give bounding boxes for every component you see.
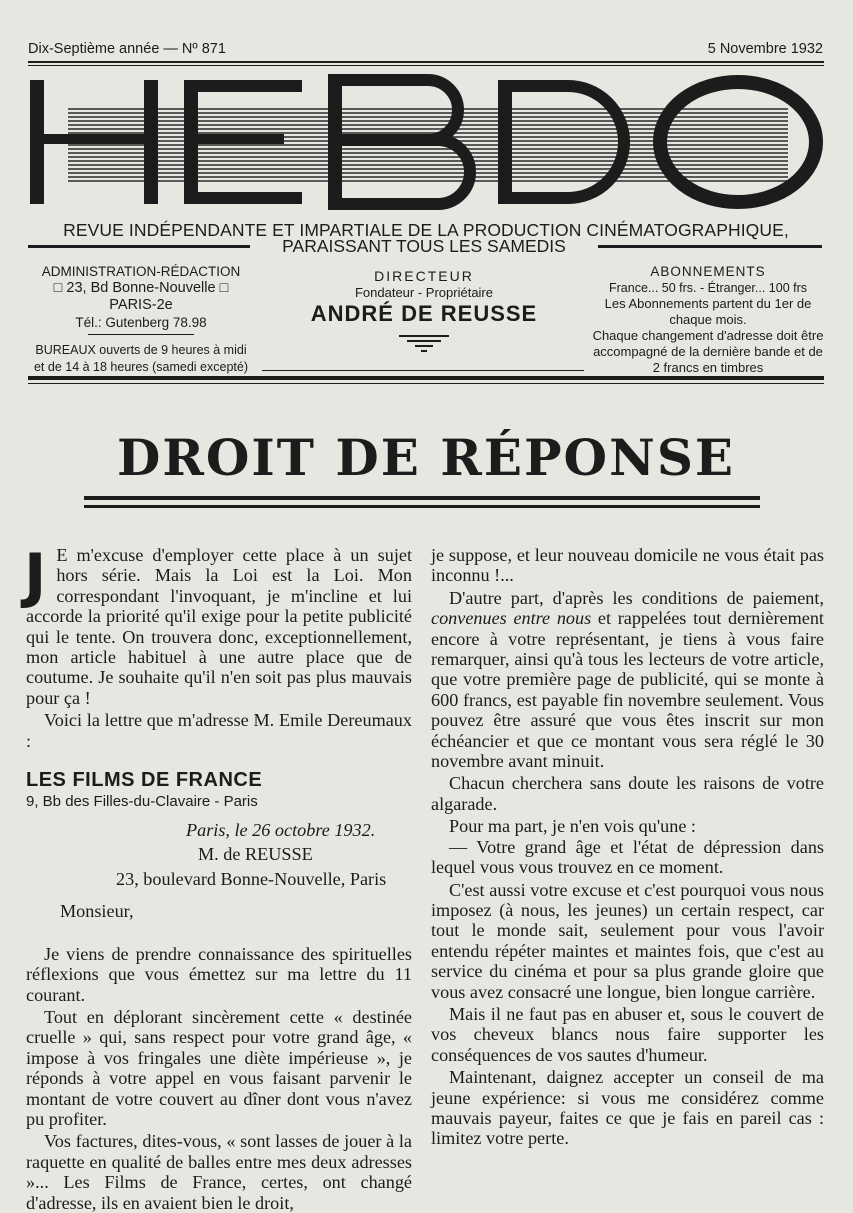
- admin-city: PARIS-2e: [109, 297, 173, 313]
- subscriptions-start: Les Abonnements partent du 1er de chaque mois.: [604, 296, 812, 327]
- subtitle-rule-left: [28, 245, 250, 248]
- article-column-left: [24, 541, 412, 1213]
- letter-date: Paris, le 26 octobre 1932.: [186, 820, 376, 841]
- intro-letter-line: Voici la lettre que m'adresse M. Emile Dereumaux :: [26, 710, 412, 751]
- drop-cap: J: [24, 541, 47, 611]
- intro-text: E m'excuse d'employer cette place à un sujet hors série. Mais la Loi est la Loi. Mon correspondant l'invoquant, je m'incline et lui accorde la priorité qu'il exige pour la petite publicité qui le tente. On trouvera donc, exceptionnellement, mon article habituel à une autre place que de coutume. Je souhaite qu'il n'en soit pas plus mauvais pour ça !: [26, 545, 412, 708]
- letter-continuation: je suppose, et leur nouveau domicile ne vous était pas inconnu !...: [431, 545, 824, 586]
- letter-text: et rappelées tout dernièrement encore à votre représentant, je tiens à vous faire remarquer, ainsi qu'à tous les lecteurs de votre article, que votre première page de publicité, qui se monte à 600 francs, est payable fin novembre seulement. Vous pouvez être assuré que vous êtes inscrit sur mon échéancier et que ce montant vous sera réglé le 30 novembre avant minuit.: [431, 608, 824, 772]
- admin-block: [28, 263, 254, 376]
- masthead-subtitle: REVUE INDÉPENDANTE ET IMPARTIALE DE LA PRODUCTION CINÉMATOGRAPHIQUE,: [63, 220, 789, 240]
- issue-number: Dix-Septième année — Nº 871: [28, 41, 226, 57]
- subscriptions-heading: ABONNEMENTS: [650, 264, 766, 279]
- director-name: ANDRÉ DE REUSSE: [310, 301, 538, 326]
- letter-paragraph: Chacun cherchera sans doute les raisons de votre algarade.: [431, 773, 824, 814]
- letter-paragraph: Vos factures, dites-vous, « sont lasses de jouer à la raquette en qualité de balles entre mes deux adresses »... Les Films de France, certes, ont changé d'adresse, ils en avaient bien le droit,: [26, 1131, 412, 1213]
- letter-paragraph: Pour ma part, je n'en vois qu'une :: [449, 816, 696, 837]
- admin-address: □ 23, Bd Bonne-Nouvelle □: [53, 280, 229, 296]
- headline-rule-2: [84, 505, 760, 508]
- admin-hours-2: et de 14 à 18 heures (samedi excepté): [33, 360, 249, 374]
- director-block: [272, 268, 576, 352]
- header-bottom-rule: [28, 376, 824, 380]
- director-role: Fondateur - Propriétaire: [354, 285, 493, 300]
- headline-rule: [84, 496, 760, 500]
- letter-paragraph: [431, 588, 824, 772]
- subtitle-rule-right: [598, 245, 822, 248]
- issue-date: 5 Novembre 1932: [707, 41, 823, 57]
- director-ornament: [399, 335, 449, 352]
- letter-paragraph: Je viens de prendre connaissance des spirituelles réflexions que vous émettez sur ma lettre du 11 courant.: [26, 943, 412, 1005]
- masthead-frequency: PARAISSANT TOUS LES SAMEDIS: [282, 236, 566, 256]
- top-rule: [28, 61, 824, 63]
- admin-divider: [88, 334, 194, 335]
- masthead-logo-art: [28, 72, 824, 212]
- admin-hours-1: BUREAUX ouverts de 9 heures à midi: [35, 343, 247, 357]
- article-headline: DROIT DE RÉPONSE: [116, 428, 736, 487]
- masthead-logo: [28, 72, 824, 212]
- subscriptions-note: Chaque changement d'adresse doit être accompagné de la dernière bande et de 2 francs en timbres: [592, 328, 824, 375]
- header-bottom-rule-2: [28, 383, 824, 384]
- letter-salutation: Monsieur,: [60, 901, 134, 922]
- letter-paragraph: C'est aussi votre excuse et c'est pourquoi vous nous imposez (à nous, les jeunes) un certain respect, car tout le monde sait, seulement pour vous l'avoir entendu répéter maintes et maintes fois, que c'est au service du cinéma et pour sa plus grande gloire que vous avez consacré une longue, bien longue carrière.: [431, 879, 824, 1002]
- letter-emphasis: convenues entre nous: [431, 608, 592, 629]
- director-heading: DIRECTEUR: [374, 268, 474, 284]
- admin-heading: ADMINISTRATION-RÉDACTION: [41, 264, 241, 279]
- letter-text: D'autre part, d'après les conditions de paiement,: [449, 587, 824, 608]
- letter-recipient-name: M. de REUSSE: [198, 844, 313, 865]
- letter-paragraph: Mais il ne faut pas en abuser et, sous le couvert de vos cheveux blancs nous faire supporter les conséquences de vos sautes d'humeur.: [431, 1003, 824, 1065]
- letter-paragraph: — Votre grand âge et l'état de dépression dans lequel vous vous trouvez en ce moment.: [431, 836, 824, 878]
- letterhead-address: 9, Bb des Filles-du-Clavaire - Paris: [26, 793, 258, 811]
- top-rule-2: [28, 65, 824, 66]
- director-rule: [262, 370, 584, 371]
- letterhead-company: LES FILMS DE FRANCE: [26, 769, 263, 792]
- admin-phone: Tél.: Gutenberg 78.98: [75, 315, 207, 330]
- letter-recipient-address: 23, boulevard Bonne-Nouvelle, Paris: [116, 868, 387, 889]
- article-column-right: [431, 545, 824, 1149]
- letter-paragraph: Tout en déplorant sincèrement cette « destinée cruelle » qui, sans respect pour votre grand âge, « impose à vos fringales une diète impérieuse », je réponds à votre appel en vous faisant parvenir le montant de votre couvert au dîner dont vous n'avez pu profiter.: [26, 1006, 412, 1129]
- subscriptions-block: [592, 264, 824, 376]
- subscriptions-prices: France... 50 frs. - Étranger... 100 frs: [609, 281, 807, 295]
- intro-paragraph: [24, 541, 412, 708]
- letter-paragraph: Maintenant, daignez accepter un conseil de ma jeune expérience: si vous me considérez comme mauvais payeur, faites ce que je fais en pareil cas : limitez votre perte.: [431, 1067, 824, 1149]
